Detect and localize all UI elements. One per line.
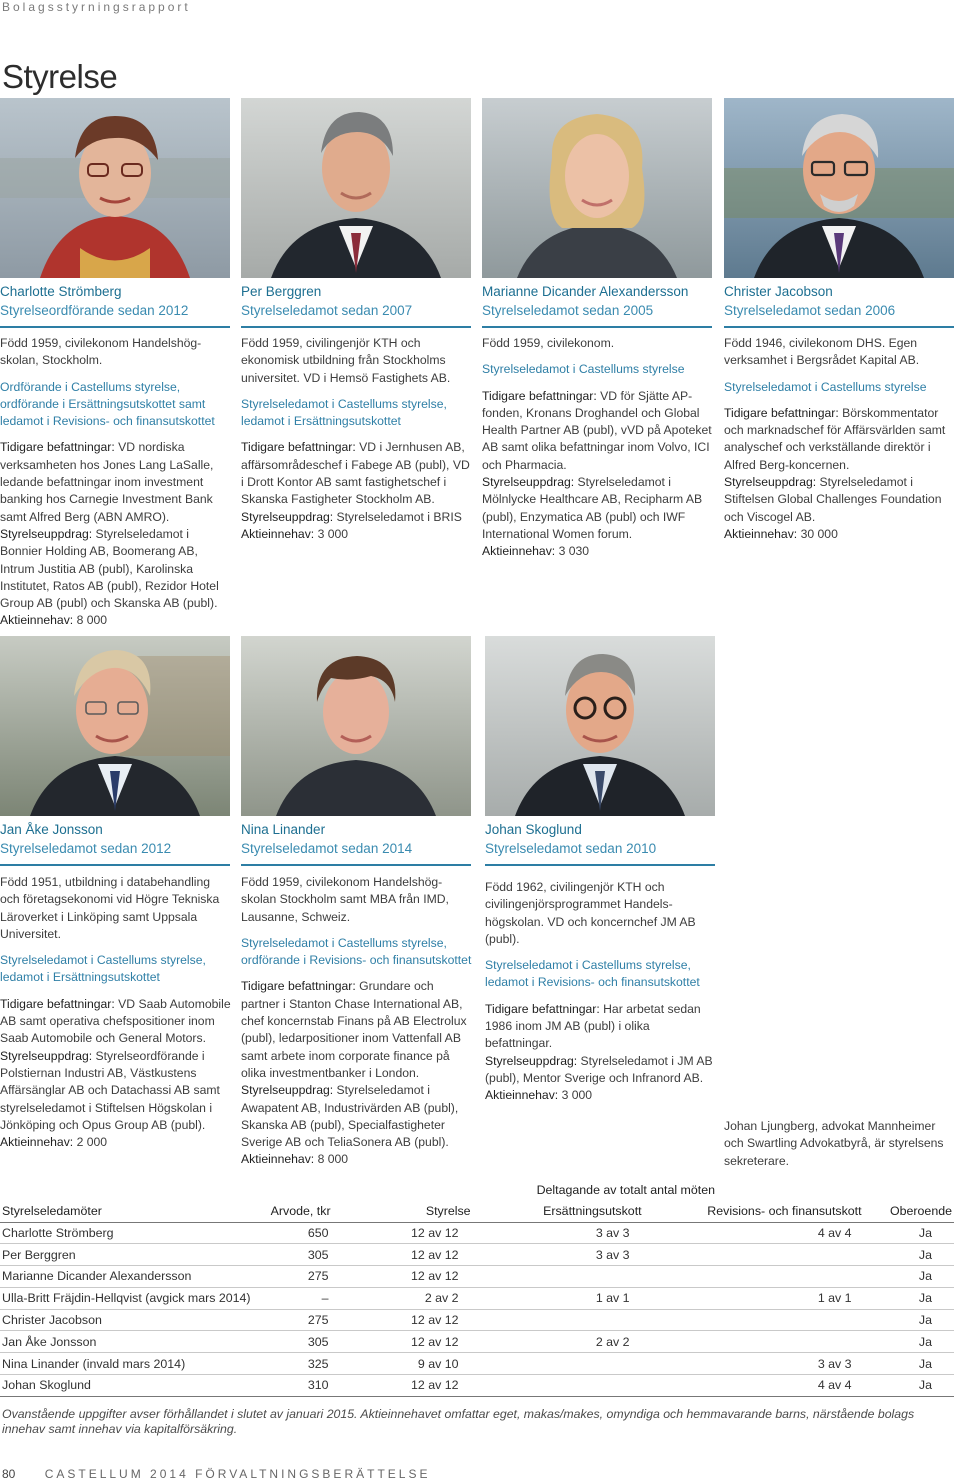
shareholding: 8 000 bbox=[317, 1152, 349, 1167]
label: Aktieinnehav: bbox=[482, 544, 556, 559]
member-role: Styrelseledamot sedan 2006 bbox=[724, 303, 896, 318]
table-row bbox=[0, 1222, 954, 1244]
label: Tidigare befattningar: bbox=[241, 979, 356, 994]
member-card bbox=[241, 98, 473, 321]
table-cell: Ja bbox=[864, 1244, 954, 1266]
label: Tidigare befattningar: bbox=[485, 1001, 600, 1016]
table-cell: 12 av 12 bbox=[333, 1244, 473, 1266]
table-row bbox=[0, 1309, 954, 1331]
table-group-header: Deltagande av totalt antal möten bbox=[536, 1183, 715, 1197]
table-cell: 12 av 12 bbox=[333, 1266, 473, 1288]
table-cell: Per Berggren bbox=[0, 1244, 253, 1266]
table-cell: 3 av 3 bbox=[644, 1353, 864, 1375]
table-cell: 1 av 1 bbox=[473, 1287, 644, 1309]
board-assignments: Styrelseledamot i Stiftelsen Global Challenges Foundation och Viscogel AB. bbox=[724, 475, 942, 524]
table-cell: Johan Skoglund bbox=[0, 1375, 253, 1397]
label: Styrelseuppdrag: bbox=[0, 1048, 93, 1063]
member-card bbox=[724, 98, 956, 321]
table-cell: 305 bbox=[253, 1244, 333, 1266]
table-cell: 3 av 3 bbox=[473, 1244, 644, 1266]
member-name: Christer Jacobson bbox=[724, 284, 833, 299]
label: Aktieinnehav: bbox=[724, 526, 798, 541]
divider bbox=[0, 326, 230, 328]
table-cell: 275 bbox=[253, 1266, 333, 1288]
label: Aktieinnehav: bbox=[485, 1088, 559, 1103]
table-cell: Nina Linander (invald mars 2014) bbox=[0, 1353, 253, 1375]
table-cell bbox=[473, 1375, 644, 1397]
publication-title: CASTELLUM 2014 FÖRVALTNINGSBERÄTTELSE bbox=[44, 1467, 431, 1481]
column-header: Arvode, tkr bbox=[253, 1200, 333, 1222]
bio-text: Styrelseledamot i Castellums styrelse bbox=[482, 362, 685, 377]
board-assignments: Styrelseledamot i BRIS bbox=[336, 509, 462, 524]
portrait-photo bbox=[0, 636, 230, 816]
label: Styrelseuppdrag: bbox=[0, 526, 93, 541]
table-cell: 275 bbox=[253, 1309, 333, 1331]
table-cell bbox=[644, 1266, 864, 1288]
member-role: Styrelseledamot sedan 2014 bbox=[241, 841, 413, 856]
label: Styrelseuppdrag: bbox=[724, 475, 817, 490]
divider bbox=[241, 326, 471, 328]
portrait-photo bbox=[241, 98, 471, 278]
running-head: Bolagsstyrningsrapport bbox=[2, 0, 191, 14]
member-name: Charlotte Strömberg bbox=[0, 284, 122, 299]
bio-text: Född 1946, civilekonom DHS. Egen verksamhet i Bergsrådet Kapital AB. bbox=[724, 336, 920, 368]
member-role: Styrelseledamot sedan 2012 bbox=[0, 841, 172, 856]
board-assignments: Styrelseledamot i Awapatent AB, Industrivärden AB (publ), Skanska AB (publ), Specialfastigheter Sverige AB och TeliaSonera AB (publ). bbox=[241, 1083, 459, 1150]
table-cell: Christer Jacobson bbox=[0, 1309, 253, 1331]
divider bbox=[724, 326, 954, 328]
bio-text: Född 1962, civilingenjör KTH och civilingenjörsprogrammet Handels-högskolan. VD och koncernchef JM AB (publ). bbox=[485, 880, 696, 946]
member-card bbox=[0, 636, 232, 859]
bio-text: Född 1959, civilekonom Handelshög-skolan Stockholm samt MBA från IMD, Lausanne, Schweiz. bbox=[241, 875, 449, 924]
bio-text: Född 1951, utbildning i databehandling och företagsekonomi vid Högre Tekniska Läroverket i Linköping samt Uppsala Universitet. bbox=[0, 875, 220, 941]
table-cell: – bbox=[253, 1287, 333, 1309]
member-role: Styrelseledamot sedan 2010 bbox=[485, 841, 657, 856]
portrait-photo bbox=[241, 636, 471, 816]
table-cell: Ja bbox=[864, 1266, 954, 1288]
table-cell: 310 bbox=[253, 1375, 333, 1397]
table-row bbox=[0, 1266, 954, 1288]
bio-text: Född 1959, civilingenjör KTH och ekonomisk utbildning från Stockholms universitet. VD i Hemsö Fastighets AB. bbox=[241, 336, 451, 385]
label: Tidigare befattningar: bbox=[724, 405, 839, 420]
portrait-photo bbox=[485, 636, 715, 816]
divider bbox=[0, 864, 230, 866]
shareholding: 3 030 bbox=[558, 544, 590, 559]
previous-positions: VD nordiska verksamheten hos Jones Lang LaSalle, ledande befattningar inom investment banking hos Carnegie Investment Bank samt Alfred Berg (ABN AMRO). bbox=[0, 440, 214, 524]
shareholding: 3 000 bbox=[317, 526, 349, 541]
shareholding: 8 000 bbox=[76, 613, 108, 628]
previous-positions: VD för Sjätte AP-fonden, Kronans Droghandel och Global Health Partner AB (publ), vVD på Apoteket AB samt olika befattningar inom Volvo, ICI och Pharmacia. bbox=[482, 388, 712, 472]
label: Styrelseuppdrag: bbox=[482, 475, 575, 490]
table-cell: Marianne Dicander Alexandersson bbox=[0, 1266, 253, 1288]
label: Aktieinnehav: bbox=[241, 1152, 315, 1167]
table-cell: Ja bbox=[864, 1353, 954, 1375]
table-cell: 12 av 12 bbox=[333, 1375, 473, 1397]
bio-text: Född 1959, civilekonom Handelshög-skolan, Stockholm. bbox=[0, 336, 202, 368]
bio-text: Styrelseledamot i Castellums styrelse, ledamot i Ersättningsutskottet bbox=[0, 953, 206, 985]
table-cell: 4 av 4 bbox=[644, 1375, 864, 1397]
member-card bbox=[485, 636, 717, 859]
board-assignments: Styrelseledamot i JM AB (publ), Mentor Sverige och Infranord AB. bbox=[485, 1053, 713, 1085]
footnote: Ovanstående uppgifter avser förhållandet i slutet av januari 2015. Aktieinnehavet omfattar eget, makas/makes, omyndiga och hemmavarande barns, närstående bolags innehav samt innehav via kapitalförsäkring. bbox=[2, 1407, 915, 1436]
column-header: Styrelse bbox=[333, 1200, 473, 1222]
page-title: Styrelse bbox=[2, 58, 118, 95]
table-cell: Ja bbox=[864, 1309, 954, 1331]
column-header: Styrelseledamöter bbox=[0, 1200, 253, 1222]
table-row bbox=[0, 1353, 954, 1375]
table-row bbox=[0, 1287, 954, 1309]
shareholding: 2 000 bbox=[76, 1135, 108, 1150]
member-bio bbox=[0, 335, 232, 630]
label: Styrelseuppdrag: bbox=[241, 1083, 334, 1098]
member-bio bbox=[0, 874, 232, 1151]
table-row bbox=[0, 1244, 954, 1266]
previous-positions: VD i Jernhusen AB, affärsområdeschef i Fabege AB (publ), VD i Drott Kontor AB samt fastighetschef i Skanska Fastigheter Stockholm AB. bbox=[241, 440, 470, 507]
divider bbox=[241, 864, 471, 866]
column-header: Ersättningsutskott bbox=[473, 1200, 644, 1222]
member-bio bbox=[482, 335, 714, 561]
previous-positions: VD Saab Automobile AB samt operativa chefspositioner inom Saab Automobile och General Motors. bbox=[0, 996, 231, 1046]
table-cell: 12 av 12 bbox=[333, 1222, 473, 1244]
label: Tidigare befattningar: bbox=[482, 388, 597, 403]
portrait-photo bbox=[724, 98, 954, 278]
member-name: Johan Skoglund bbox=[485, 822, 582, 837]
label: Tidigare befattningar: bbox=[241, 440, 356, 455]
shareholding: 3 000 bbox=[561, 1088, 593, 1103]
board-assignments: Styrelseordförande i Polstiernan Industri AB, Västkustens Affärsänglar AB och Datachassi AB samt styrelseledamot i Stiftelsen Högskolan i Jönköping och Opus Group AB (publ). bbox=[0, 1048, 220, 1132]
bio-text: Född 1959, civilekonom. bbox=[482, 336, 615, 350]
bio-text: Styrelseledamot i Castellums styrelse, ordförande i Revisions- och finansutskottet bbox=[241, 935, 472, 968]
member-card bbox=[482, 98, 714, 321]
label: Aktieinnehav: bbox=[241, 526, 315, 541]
divider bbox=[482, 326, 712, 328]
column-header: Revisions- och finansutskott bbox=[644, 1200, 864, 1222]
member-card bbox=[0, 98, 232, 321]
table-cell: 650 bbox=[253, 1222, 333, 1244]
table-cell bbox=[473, 1309, 644, 1331]
table-cell: Ja bbox=[864, 1222, 954, 1244]
label: Styrelseuppdrag: bbox=[485, 1053, 578, 1068]
member-name: Nina Linander bbox=[241, 822, 326, 837]
table-cell: Ulla-Britt Fräjdin-Hellqvist (avgick mars 2014) bbox=[0, 1287, 253, 1309]
table-cell: 12 av 12 bbox=[333, 1309, 473, 1331]
member-role: Styrelseordförande sedan 2012 bbox=[0, 303, 189, 318]
table-cell: 12 av 12 bbox=[333, 1331, 473, 1353]
table-cell bbox=[644, 1309, 864, 1331]
label: Aktieinnehav: bbox=[0, 1135, 74, 1150]
table-cell: 325 bbox=[253, 1353, 333, 1375]
bio-text: Styrelseledamot i Castellums styrelse, ledamot i Ersättningsutskottet bbox=[241, 396, 447, 429]
table-cell: 2 av 2 bbox=[333, 1287, 473, 1309]
portrait-photo bbox=[0, 98, 230, 278]
previous-positions: Har arbetat sedan 1986 inom JM AB (publ) i olika befattningar. bbox=[485, 1001, 701, 1051]
bio-text: Ordförande i Castellums styrelse, ordförande i Ersättningsutskottet samt ledamot i Revisions- och finansutskottet bbox=[0, 379, 215, 429]
member-name: Marianne Dicander Alexandersson bbox=[482, 284, 689, 299]
shareholding: 30 000 bbox=[800, 526, 838, 541]
member-bio bbox=[241, 335, 473, 543]
member-bio bbox=[724, 335, 956, 543]
board-assignments: Styrelseledamot i Mölnlycke Healthcare AB, Recipharm AB (publ), Enzymatica AB (publ) och IWF International Women forum. bbox=[482, 475, 703, 541]
table-row bbox=[0, 1331, 954, 1353]
page-footer bbox=[2, 1467, 430, 1481]
table-cell: 9 av 10 bbox=[333, 1353, 473, 1375]
page-number: 80 bbox=[2, 1467, 16, 1481]
member-role: Styrelseledamot sedan 2007 bbox=[241, 303, 413, 318]
member-role: Styrelseledamot sedan 2005 bbox=[482, 303, 654, 318]
table-cell bbox=[644, 1331, 864, 1353]
label: Aktieinnehav: bbox=[0, 613, 74, 628]
board-assignments: Styrelseledamot i Bonnier Holding AB, Boomerang AB, Intrum Justitia AB (publ), Karolinska Institutet, Ratos AB (publ), Rezidor Hotel Group AB (publ) och Skanska AB (publ). bbox=[0, 526, 219, 611]
label: Tidigare befattningar: bbox=[0, 440, 115, 455]
table-cell: 3 av 3 bbox=[473, 1222, 644, 1244]
member-bio bbox=[241, 874, 473, 1169]
table-cell: Charlotte Strömberg bbox=[0, 1222, 253, 1244]
label: Styrelseuppdrag: bbox=[241, 509, 334, 524]
table-cell bbox=[473, 1353, 644, 1375]
table-cell: 2 av 2 bbox=[473, 1331, 644, 1353]
table-row bbox=[0, 1375, 954, 1397]
table-cell: 305 bbox=[253, 1331, 333, 1353]
divider bbox=[485, 864, 715, 866]
table-cell: 4 av 4 bbox=[644, 1222, 864, 1244]
column-header: Oberoende bbox=[864, 1200, 954, 1222]
bio-text: Styrelseledamot i Castellums styrelse bbox=[724, 379, 927, 394]
table-cell: Ja bbox=[864, 1331, 954, 1353]
previous-positions: Börskommentator och marknadschef för Affärsvärlden samt analyschef och verkställande direktör i Alfred Berg-koncernen. bbox=[724, 405, 946, 472]
board-secretary-note: Johan Ljungberg, advokat Mannheimer och Swartling Advokatbyrå, är styrelsens sekreterare. bbox=[724, 1119, 944, 1168]
member-name: Jan Åke Jonsson bbox=[0, 822, 103, 837]
portrait-photo bbox=[482, 98, 712, 278]
member-name: Per Berggren bbox=[241, 284, 322, 299]
member-bio bbox=[485, 879, 717, 1105]
table-cell: Jan Åke Jonsson bbox=[0, 1331, 253, 1353]
table-cell: Ja bbox=[864, 1287, 954, 1309]
attendance-table bbox=[0, 1180, 954, 1397]
member-card bbox=[241, 636, 473, 859]
previous-positions: Grundare och partner i Stanton Chase International AB, chef koncernstab Finans på AB Electrolux (publ), ledarpositioner inom Vattenfall AB samt arbete inom corporate finance på olika investmentbanker i London. bbox=[241, 979, 467, 1080]
table-cell bbox=[644, 1244, 864, 1266]
label: Tidigare befattningar: bbox=[0, 996, 115, 1011]
table-cell bbox=[473, 1266, 644, 1288]
table-cell: Ja bbox=[864, 1375, 954, 1397]
table-cell: 1 av 1 bbox=[644, 1287, 864, 1309]
bio-text: Styrelseledamot i Castellums styrelse, ledamot i Revisions- och finansutskottet bbox=[485, 958, 700, 990]
